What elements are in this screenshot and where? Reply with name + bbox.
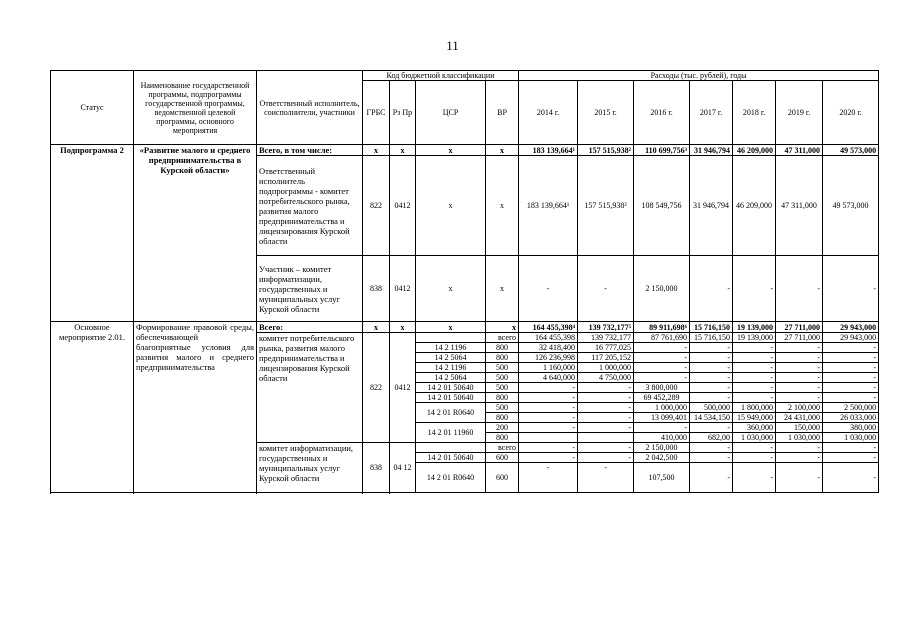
vr-code: всего (486, 443, 519, 453)
amount-2014 (519, 433, 578, 443)
amount-2018: - (733, 363, 776, 373)
amount-2017: - (690, 373, 733, 383)
amount-2017: - (690, 463, 733, 493)
header-name: Наименование государственной программы, подпрограммы государственной программы, ведомственной целевой программы, основного мероприятия (134, 71, 257, 145)
amount-2020: 29 943,000 (823, 333, 879, 343)
sub2-name: «Развитие малого и среднего предпринимательства в Курской области» (134, 145, 257, 322)
amount-2018: - (733, 393, 776, 403)
m201-status: Основное мероприятие 2.01. (51, 322, 134, 493)
vr-code: х (486, 156, 519, 256)
vr-code: 800 (486, 433, 519, 443)
amount-2014: - (519, 443, 578, 453)
amount-2017: - (690, 343, 733, 353)
amount-2014: 32 418,400 (519, 343, 578, 353)
header-year: 2018 г. (733, 81, 776, 145)
header-expenses: Расходы (тыс. рублей), годы (519, 71, 879, 81)
amount-2015: - (578, 453, 634, 463)
header-year: 2019 г. (776, 81, 823, 145)
amount-2016: - (634, 373, 690, 383)
amount-2014: - (519, 393, 578, 403)
page-number: 11 (446, 38, 459, 53)
csr-code: 14 2 01 50640 (416, 393, 486, 403)
amount-2015: - (578, 463, 634, 493)
amount-2017: 500,000 (690, 403, 733, 413)
header-status: Статус (51, 71, 134, 145)
amount-2019: - (776, 453, 823, 463)
csr-code: х (416, 156, 486, 256)
amount-2018: 15 949,000 (733, 413, 776, 423)
amount-2015: 157 515,938² (578, 156, 634, 256)
x-mark: х (390, 322, 416, 333)
amount-2018: 46 209,000 (733, 156, 776, 256)
header-grbs: ГРБС (363, 81, 390, 145)
grbs-code: 838 (363, 256, 390, 322)
header-csr: ЦСР (416, 81, 486, 145)
amount-2019: - (776, 393, 823, 403)
x-mark: х (390, 145, 416, 156)
grbs-code: 822 (363, 156, 390, 256)
vr-code: 800 (486, 393, 519, 403)
vr-code: 500 (486, 373, 519, 383)
amount-2016: 2 150,000 (634, 443, 690, 453)
amount-2014: - (519, 403, 578, 413)
csr-code: х (416, 256, 486, 322)
amount-2017: - (690, 256, 733, 322)
csr-code: 14 2 1196 (416, 343, 486, 353)
vr-code: х (486, 256, 519, 322)
rzpr-code: 0412 (390, 333, 416, 443)
amount-2020: - (823, 373, 879, 383)
amount-2018: - (733, 453, 776, 463)
vr-code: 600 (486, 463, 519, 493)
amount-2015: 139 732,177 (578, 333, 634, 343)
rzpr-code: 0412 (390, 156, 416, 256)
grbs-code: 822 (363, 333, 390, 443)
amount-2016: - (634, 343, 690, 353)
amount-2014: - (519, 453, 578, 463)
amount-2018: 360,000 (733, 423, 776, 433)
amount-2019: 24 431,000 (776, 413, 823, 423)
amount-2018: - (733, 383, 776, 393)
amount-2015: 117 205,152 (578, 353, 634, 363)
m201-total-2019: 27 711,000 (776, 322, 823, 333)
amount-2020: - (823, 463, 879, 493)
amount-2019: 27 711,000 (776, 333, 823, 343)
amount-2015 (578, 433, 634, 443)
amount-2014: 183 139,664¹ (519, 156, 578, 256)
header-year: 2020 г. (823, 81, 879, 145)
amount-2017: - (690, 363, 733, 373)
sub2-total-2015: 157 515,938² (578, 145, 634, 156)
amount-2020: - (823, 453, 879, 463)
x-mark: х (486, 322, 519, 333)
amount-2020: - (823, 383, 879, 393)
m201-name: Формирование правовой среды, обеспечивающей благоприятные условия для развития малого и среднего предпринимательства (134, 322, 257, 493)
csr-code: 14 2 5064 (416, 353, 486, 363)
m201-responsible-1: комитет потребительского рынка, развития малого предпринимательства и лицензирования Курской области (257, 333, 363, 443)
amount-2019: - (776, 256, 823, 322)
sub2-total-2014: 183 139,664¹ (519, 145, 578, 156)
amount-2015: 4 750,000 (578, 373, 634, 383)
amount-2020: 380,000 (823, 423, 879, 433)
csr-code: 14 2 01 R0640 (416, 403, 486, 423)
amount-2019: 150,000 (776, 423, 823, 433)
amount-2018: - (733, 443, 776, 453)
vr-code: 500 (486, 383, 519, 393)
amount-2018: - (733, 463, 776, 493)
m201-total-2017: 15 716,150 (690, 322, 733, 333)
amount-2017: 14 534,150 (690, 413, 733, 423)
x-mark: х (416, 145, 486, 156)
header-responsible: Ответственный исполнитель, соисполнители, участники (257, 71, 363, 145)
amount-2014: - (519, 423, 578, 433)
x-mark: х (363, 322, 390, 333)
amount-2020: 49 573,000 (823, 156, 879, 256)
amount-2016: - (634, 363, 690, 373)
amount-2016: 87 761,690 (634, 333, 690, 343)
x-mark: х (416, 322, 486, 333)
csr-code: 14 2 1196 (416, 363, 486, 373)
amount-2019: - (776, 463, 823, 493)
sub2-responsible-executor: Ответственный исполнитель подпрограммы - комитет потребительского рынка, развития малого предпринимательства и лицензирования Курской области (257, 156, 363, 256)
grbs-code: 838 (363, 443, 390, 493)
amount-2019: 47 311,000 (776, 156, 823, 256)
amount-2014: - (519, 463, 578, 493)
m201-total-2014: 164 455,398⁴ (519, 322, 578, 333)
amount-2019: 2 100,000 (776, 403, 823, 413)
budget-table (50, 70, 879, 493)
amount-2020: 2 500,000 (823, 403, 879, 413)
m201-total-2016: 89 911,698⁶ (634, 322, 690, 333)
vr-code: 500 (486, 363, 519, 373)
header-vr: ВР (486, 81, 519, 145)
vr-code: 200 (486, 423, 519, 433)
vr-code: 800 (486, 353, 519, 363)
sub2-participant: Участник – комитет информатизации, государственных и муниципальных услуг Курской области (257, 256, 363, 322)
csr-code: 14 2 01 R0640 (416, 463, 486, 493)
amount-2015: - (578, 443, 634, 453)
rzpr-code: 04 12 (390, 443, 416, 493)
amount-2017: - (690, 393, 733, 403)
amount-2014: - (519, 256, 578, 322)
amount-2014: 164 455,398 (519, 333, 578, 343)
amount-2018: 1 030,000 (733, 433, 776, 443)
x-mark: х (486, 145, 519, 156)
amount-2018: - (733, 373, 776, 383)
amount-2015: - (578, 383, 634, 393)
amount-2016: 1 000,000 (634, 403, 690, 413)
amount-2020: - (823, 393, 879, 403)
amount-2016: 107,500 (634, 463, 690, 493)
amount-2014: 4 640,000 (519, 373, 578, 383)
vr-code: 800 (486, 413, 519, 423)
amount-2018: 1 800,000 (733, 403, 776, 413)
vr-code: всего (486, 333, 519, 343)
amount-2020: - (823, 443, 879, 453)
m201-total-2015: 139 732,177⁵ (578, 322, 634, 333)
csr-code: 14 2 5064 (416, 373, 486, 383)
sub2-total-2017: 31 946,794 (690, 145, 733, 156)
csr-code: 14 2 01 50640 (416, 383, 486, 393)
amount-2020: 26 033,000 (823, 413, 879, 423)
amount-2015: 1 000,000 (578, 363, 634, 373)
amount-2020: - (823, 256, 879, 322)
x-mark: х (363, 145, 390, 156)
amount-2017: - (690, 443, 733, 453)
amount-2017: 31 946,794 (690, 156, 733, 256)
amount-2017: - (690, 353, 733, 363)
amount-2019: - (776, 373, 823, 383)
m201-total-2018: 19 139,000 (733, 322, 776, 333)
amount-2018: - (733, 256, 776, 322)
sub2-total-2020: 49 573,000 (823, 145, 879, 156)
vr-code: 800 (486, 343, 519, 353)
header-year: 2016 г. (634, 81, 690, 145)
csr-code: 14 2 01 50640 (416, 453, 486, 463)
header-rzpr: Рз Пр (390, 81, 416, 145)
vr-code: 600 (486, 453, 519, 463)
amount-2019: - (776, 353, 823, 363)
sub2-total-label: Всего, в том числе: (257, 145, 363, 156)
amount-2017: 682,00 (690, 433, 733, 443)
amount-2016: 2 042,500 (634, 453, 690, 463)
sub2-total-2016: 110 699,756³ (634, 145, 690, 156)
rzpr-code: 0412 (390, 256, 416, 322)
m201-total-label: Всего: (257, 322, 363, 333)
amount-2015: - (578, 256, 634, 322)
amount-2014: - (519, 413, 578, 423)
header-budget-code: Код бюджетной классификации (363, 71, 519, 81)
amount-2017: 15 716,150 (690, 333, 733, 343)
amount-2015: - (578, 413, 634, 423)
amount-2016: 69 452,289 (634, 393, 690, 403)
header-year: 2014 г. (519, 81, 578, 145)
amount-2017: - (690, 383, 733, 393)
amount-2014: 1 160,000 (519, 363, 578, 373)
sub2-status: Подпрограмма 2 (51, 145, 134, 322)
m201-total-2020: 29 943,000 (823, 322, 879, 333)
amount-2016: - (634, 353, 690, 363)
amount-2017: - (690, 423, 733, 433)
amount-2016: 13 099,401 (634, 413, 690, 423)
amount-2016: 2 150,000 (634, 256, 690, 322)
header-year: 2015 г. (578, 81, 634, 145)
amount-2019: 1 030,000 (776, 433, 823, 443)
amount-2016: - (634, 423, 690, 433)
csr-code (416, 443, 486, 453)
csr-code: 14 2 01 11960 (416, 423, 486, 443)
amount-2019: - (776, 343, 823, 353)
sub2-total-2019: 47 311,000 (776, 145, 823, 156)
amount-2019: - (776, 363, 823, 373)
amount-2014: - (519, 383, 578, 393)
amount-2018: 19 139,000 (733, 333, 776, 343)
amount-2015: 16 777,025 (578, 343, 634, 353)
amount-2015: - (578, 403, 634, 413)
amount-2015: - (578, 423, 634, 433)
amount-2020: - (823, 343, 879, 353)
amount-2019: - (776, 383, 823, 393)
sub2-total-2018: 46 209,000 (733, 145, 776, 156)
amount-2016: 108 549,756 (634, 156, 690, 256)
amount-2016: 3 800,000 (634, 383, 690, 393)
amount-2020: - (823, 353, 879, 363)
amount-2019: - (776, 443, 823, 453)
m201-responsible-2: комитет информатизации, государственных и муниципальных услуг Курской области (257, 443, 363, 493)
vr-code: 500 (486, 403, 519, 413)
amount-2018: - (733, 353, 776, 363)
amount-2017: - (690, 453, 733, 463)
amount-2020: - (823, 363, 879, 373)
amount-2016: 410,000 (634, 433, 690, 443)
amount-2020: 1 030,000 (823, 433, 879, 443)
header-year: 2017 г. (690, 81, 733, 145)
amount-2018: - (733, 343, 776, 353)
csr-code (416, 333, 486, 343)
amount-2014: 126 236,998 (519, 353, 578, 363)
amount-2015: - (578, 393, 634, 403)
